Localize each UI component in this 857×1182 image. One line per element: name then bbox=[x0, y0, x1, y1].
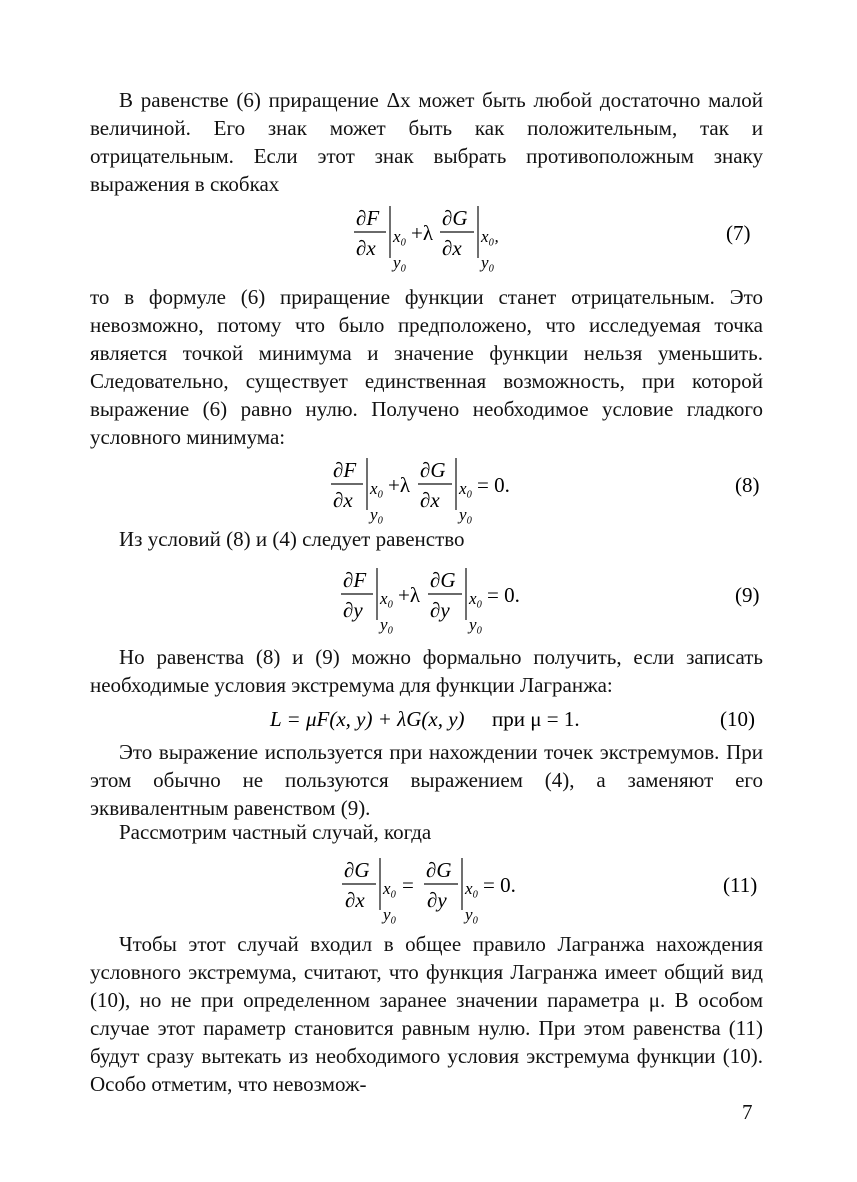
paragraph-3 bbox=[90, 525, 763, 553]
eq8-sub-2b: y₀ bbox=[459, 505, 473, 524]
eq10-formula: L = μF(x, y) + λG(x, y) bbox=[270, 707, 465, 731]
eq7-sub-1b: y₀ bbox=[393, 253, 407, 272]
equation-8-formula bbox=[90, 452, 763, 532]
eq8-operator: +λ bbox=[388, 473, 411, 497]
eq8-numerator-1: ∂F bbox=[333, 458, 357, 482]
eq7-numerator-1: ∂F bbox=[356, 206, 380, 230]
equation-7 bbox=[90, 200, 763, 280]
equation-11-formula bbox=[90, 852, 763, 932]
paragraph-5-text: Это выражение используется при нахождении точек экстремумов. При этом обычно не пользуются выражением (4), а заменяют его эквивалентным равенством (9). bbox=[90, 740, 763, 820]
eq9-sub-2b: y₀ bbox=[469, 615, 483, 634]
eq9-tail: = 0. bbox=[487, 583, 520, 607]
paragraph-7-text: Чтобы этот случай входил в общее правило Лагранжа нахождения условного экстремума, считают, что функция Лагранжа имеет общий вид (10), но не при определенном заранее значении параметра μ. В особом случае этот параметр становится равным нулю. При этом равенства (11) будут сразу вытекать из необходимого условия экстремума функции (10). Особо отметим, что невозмож- bbox=[90, 932, 763, 1096]
eq11-denominator-1: ∂x bbox=[345, 888, 365, 912]
eq8-sub-1b: y₀ bbox=[370, 505, 384, 524]
eq8-denominator-2: ∂x bbox=[420, 488, 440, 512]
eq7-operator: +λ bbox=[411, 221, 434, 245]
eq11-sub-2a: x₀ bbox=[465, 879, 479, 898]
paragraph-3-text: Из условий (8) и (4) следует равенство bbox=[119, 527, 465, 551]
paragraph-1 bbox=[90, 86, 763, 198]
eq9-numerator-1: ∂F bbox=[343, 568, 367, 592]
eq11-operator: = bbox=[402, 873, 414, 897]
eq7-sub-2b: y₀ bbox=[481, 253, 495, 272]
eq11-number: (11) bbox=[723, 873, 758, 897]
paragraph-5 bbox=[90, 738, 763, 822]
eq11-numerator-1: ∂G bbox=[344, 858, 370, 882]
eq10-number: (10) bbox=[720, 707, 755, 731]
eq8-numerator-2: ∂G bbox=[420, 458, 446, 482]
eq9-numerator-2: ∂G bbox=[430, 568, 456, 592]
eq9-denominator-1: ∂y bbox=[343, 598, 363, 622]
equation-9-formula bbox=[90, 562, 763, 642]
eq11-sub-1b: y₀ bbox=[383, 905, 397, 924]
eq7-denominator-2: ∂x bbox=[442, 236, 462, 260]
paragraph-7 bbox=[90, 930, 763, 1098]
eq8-sub-2a: x₀ bbox=[459, 479, 473, 498]
eq11-numerator-2: ∂G bbox=[426, 858, 452, 882]
eq9-sub-2a: x₀ bbox=[469, 589, 483, 608]
eq7-denominator-1: ∂x bbox=[356, 236, 376, 260]
eq7-sub-2a: x₀, bbox=[481, 227, 499, 246]
paragraph-4 bbox=[90, 643, 763, 699]
page-number: 7 bbox=[742, 1100, 753, 1124]
eq7-number: (7) bbox=[726, 221, 751, 245]
paragraph-2-text: то в формуле (6) приращение функции станет отрицательным. Это невозможно, потому что было предположено, что исследуемая точка является точкой минимума и значение функции нельзя уменьшить. Следовательно, существует единственная возможность, при которой выражение (6) равно нулю. Получено необходимое условие гладкого условного минимума: bbox=[90, 285, 763, 449]
equation-9 bbox=[90, 562, 763, 642]
eq11-denominator-2: ∂y bbox=[427, 888, 447, 912]
eq7-numerator-2: ∂G bbox=[442, 206, 468, 230]
eq9-operator: +λ bbox=[398, 583, 421, 607]
eq9-sub-1b: y₀ bbox=[380, 615, 394, 634]
paragraph-4-text: Но равенства (8) и (9) можно формально получить, если записать необходимые условия экстремума для функции Лагранжа: bbox=[90, 645, 763, 697]
eq8-number: (8) bbox=[735, 473, 760, 497]
eq11-tail: = 0. bbox=[483, 873, 516, 897]
eq8-tail: = 0. bbox=[477, 473, 510, 497]
eq9-number: (9) bbox=[735, 583, 760, 607]
eq10-condition: при μ = 1. bbox=[492, 707, 580, 731]
paragraph-2 bbox=[90, 283, 763, 451]
equation-10 bbox=[90, 704, 763, 736]
paragraph-6-text: Рассмотрим частный случай, когда bbox=[119, 820, 432, 844]
eq8-sub-1a: x₀ bbox=[370, 479, 384, 498]
eq7-sub-1a: x₀ bbox=[393, 227, 407, 246]
equation-10-formula bbox=[90, 704, 763, 736]
eq8-denominator-1: ∂x bbox=[333, 488, 353, 512]
paragraph-1-text: В равенстве (6) приращение Δx может быть любой достаточно малой величиной. Его знак может быть как положительным, так и отрицательным. Если этот знак выбрать противоположным знаку выражения в скобках bbox=[90, 88, 763, 196]
equation-8 bbox=[90, 452, 763, 532]
paragraph-6 bbox=[90, 818, 763, 846]
equation-11 bbox=[90, 852, 763, 932]
eq9-sub-1a: x₀ bbox=[380, 589, 394, 608]
eq11-sub-2b: y₀ bbox=[465, 905, 479, 924]
eq9-denominator-2: ∂y bbox=[430, 598, 450, 622]
equation-7-formula bbox=[90, 200, 763, 280]
eq11-sub-1a: x₀ bbox=[383, 879, 397, 898]
